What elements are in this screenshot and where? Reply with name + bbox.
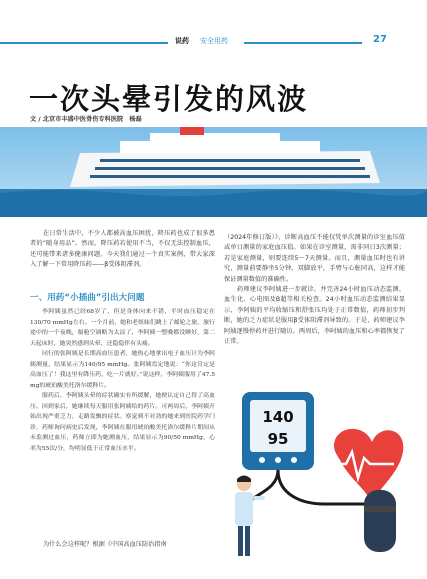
article-title: 一次头晕引发的风波 — [29, 82, 309, 116]
hero-banner — [0, 127, 427, 217]
closing-text: 为什么会这样呢？根据《中国高血压防治指南 — [43, 541, 167, 548]
closing-paragraph — [30, 540, 215, 550]
bp-cuff — [364, 490, 396, 552]
byline: 文 / 北京市丰盛中医骨伤专科医院 杨磊 — [30, 116, 142, 123]
column-tag: 说药 — [175, 37, 189, 45]
monitor-systolic: 140 — [262, 408, 294, 426]
header-rule-right — [244, 42, 362, 44]
section-tag: 安全用药 — [200, 37, 228, 45]
body-paragraph: 同行的张阿姨是长期高血压患者，她热心地拿出电子血压计为李阿姨测量，结果显示为140/95 mmHg。张阿姨焉定地说：“你这肯定是高血压了！我这里有降压药，吃一片就好。”说这样，李阿姨服用了47.5 mg的琥珀酸美托洛尔缓释片。 — [30, 351, 215, 389]
intro-paragraph — [30, 229, 215, 271]
section-heading: 一、用药“小插曲”引出大问题 — [30, 293, 145, 303]
monitor-diastolic: 95 — [267, 430, 289, 448]
body-paragraph: 李阿姨虽然已经68岁了，但是身体向来不错，平时血压稳定在130/70 mmHg左右。一个月前，她和老姐妹们跳上了邮轮之旅，旅行途中的一个夜晚，船舱空调略为太凉了，李阿姨一整晚都没睡好，第二天起床时，她突然感到头晕，还隐隐伴有头痛。 — [30, 309, 215, 347]
section-body — [30, 307, 215, 454]
page-header — [0, 36, 427, 56]
blood-pressure-illustration — [224, 386, 405, 566]
body-paragraph: 服药后，李阿姨头晕的症状确实有所缓解，她便认定自己得了高血压。回到家后，她继续每天服用张阿姨给的药片。可两周后，李阿姨开始出现严重乏力、走路发飘的症状。察觉到不对劲的她来到医院药学门诊，药师询问病史后发现，李阿姨在服用琥珀酸美托洛尔缓释片期间从未监测过血压，药师立即为她测血压，结果显示为90/50 mmHg，心率为55次/分，均明显低于正常血压水平。 — [30, 393, 215, 452]
doctor-figure — [235, 476, 265, 557]
intro-text: 在日常生活中，不少人都被高血压困扰，降压药也成了很多患者的“随身用品”。然而，降压药若使用不当，不仅无法控制血压，还可能带来诸多健康问题。今天我们通过一个真实案例，带大家深入了解一下常用降压药——β受体阻滞剂。 — [30, 230, 215, 269]
body-paragraph: 药师建议李阿姨进一步就诊，并完善24小时血压动态监测、血生化、心电图及B超等相关检查。24小时血压动态监测结果显示，李阿姨的平均收缩压和舒张压均处于正常数值，药师初步判断，她的乏力症状是服用β受体阻滞剂导致的。于是，药师建议李阿姨逐慢停药并进行随访。两周后，李阿姨的血压和心率都恢复了正常。 — [224, 286, 405, 346]
page-number: 27 — [373, 34, 387, 45]
right-column — [224, 233, 405, 347]
header-rule-left — [0, 42, 168, 44]
body-paragraph: （2024年修订版）》，诊断高血压不能仅凭单次测量的诊室血压值或单日测量的家庭血压值。如果在诊室测量，需非同日3次测量；若是家庭测量，则要连续5～7天测量。而且，测量血压时也有讲究，测量前要静坐5分钟，双脚放平，手臂与心脏同高，这样才能保证测量数值的准确性。 — [224, 234, 405, 283]
